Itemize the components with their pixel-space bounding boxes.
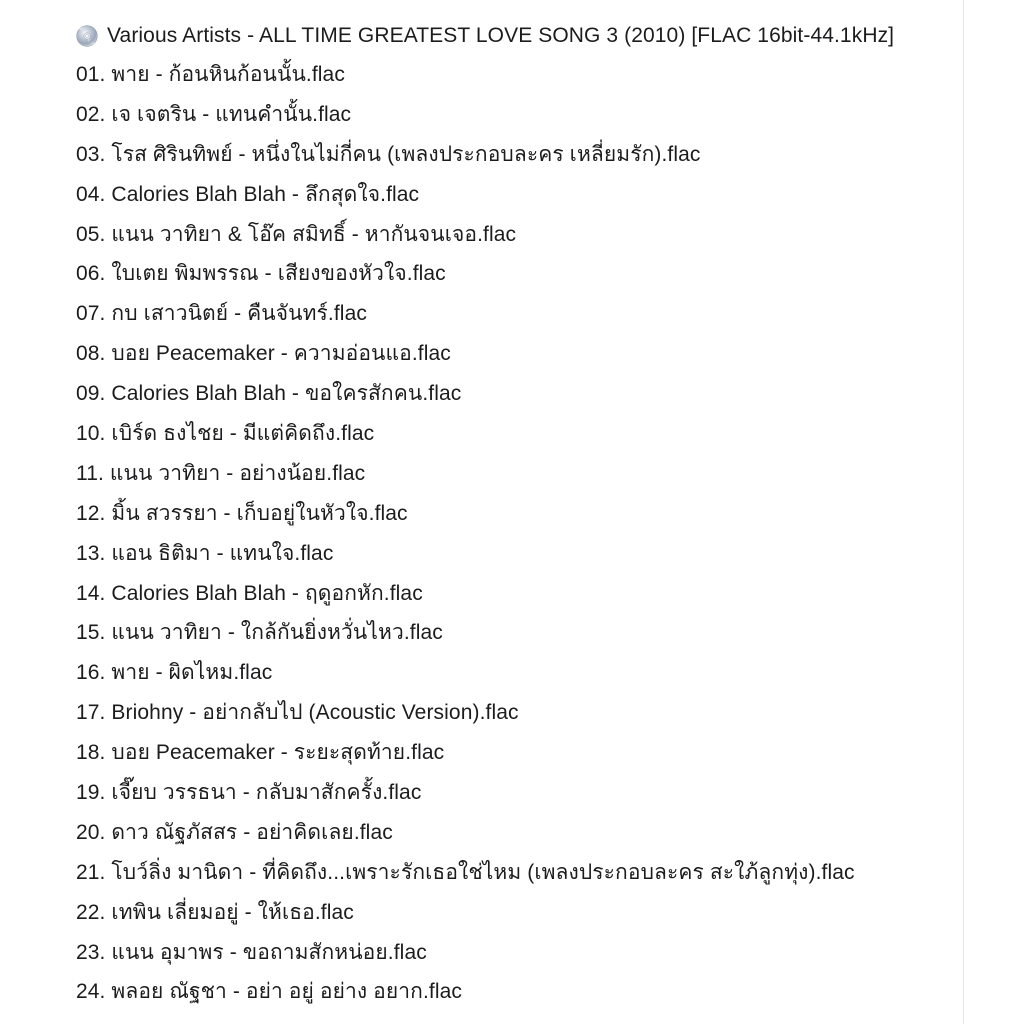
track-item: 10. เบิร์ด ธงไชย - มีแต่คิดถึง.flac: [76, 422, 375, 446]
track-item: 19. เจี๊ยบ วรรธนา - กลับมาสักครั้ง.flac: [76, 781, 422, 805]
clipped-next-track: [76, 1014, 376, 1024]
track-item: 14. Calories Blah Blah - ฤดูอกหัก.flac: [76, 581, 423, 605]
album-title: Various Artists - ALL TIME GREATEST LOVE SONG 3 (2010) [FLAC 16bit-44.1kHz]: [107, 24, 895, 47]
track-item: 20. ดาว ณัฐภัสสร - อย่าคิดเลย.flac: [76, 820, 393, 844]
track-item: 03. โรส ศิรินทิพย์ - หนึ่งในไม่กี่คน (เพลงประกอบละคร เหลี่ยมรัก).flac: [76, 142, 701, 166]
track-item: 13. แอน ธิติมา - แทนใจ.flac: [76, 541, 334, 565]
track-item: 23. แนน อุมาพร - ขอถามสักหน่อย.flac: [76, 940, 427, 964]
track-item: 24. พลอย ณัฐชา - อย่า อยู่ อย่าง อยาก.flac: [76, 980, 462, 1004]
track-item: 01. พาย - ก้อนหินก้อนนั้น.flac: [76, 63, 345, 86]
track-item: 11. แนน วาทิยา - อย่างน้อย.flac: [76, 461, 366, 485]
track-item: 17. Briohny - อย่ากลับไป (Acoustic Version).flac: [76, 701, 519, 725]
track-item: 12. มิ้น สวรรยา - เก็บอยู่ในหัวใจ.flac: [76, 501, 408, 525]
album-header: [76, 22, 894, 50]
content-divider: [963, 0, 964, 1024]
track-item: 08. บอย Peacemaker - ความอ่อนแอ.flac: [76, 342, 451, 366]
cd-icon: [76, 25, 98, 47]
track-item: 18. บอย Peacemaker - ระยะสุดท้าย.flac: [76, 741, 445, 765]
track-item: 22. เทพิน เลี่ยมอยู่ - ให้เธอ.flac: [76, 900, 354, 924]
track-item: 06. ใบเตย พิมพรรณ - เสียงของหัวใจ.flac: [76, 262, 446, 286]
track-list: [76, 60, 855, 1017]
track-item: 16. พาย - ผิดไหม.flac: [76, 661, 273, 685]
track-item: 09. Calories Blah Blah - ขอใครสักคน.flac: [76, 382, 462, 406]
track-item: 04. Calories Blah Blah - ลึกสุดใจ.flac: [76, 182, 420, 206]
track-item: 21. โบว์ลิ่ง มานิดา - ที่คิดถึง...เพราะรักเธอใช่ไหม (เพลงประกอบละคร สะใภ้ลูกทุ่ง).flac: [76, 860, 855, 884]
track-item: 07. กบ เสาวนิตย์ - คืนจันทร์.flac: [76, 302, 367, 326]
track-item: 02. เจ เจตริน - แทนคำนั้น.flac: [76, 102, 352, 126]
track-item: 05. แนน วาทิยา & โอ๊ค สมิทธิ์ - หากันจนเจอ.flac: [76, 222, 517, 246]
track-item: 15. แนน วาทิยา - ใกล้กันยิ่งหวั่นไหว.flac: [76, 621, 443, 645]
